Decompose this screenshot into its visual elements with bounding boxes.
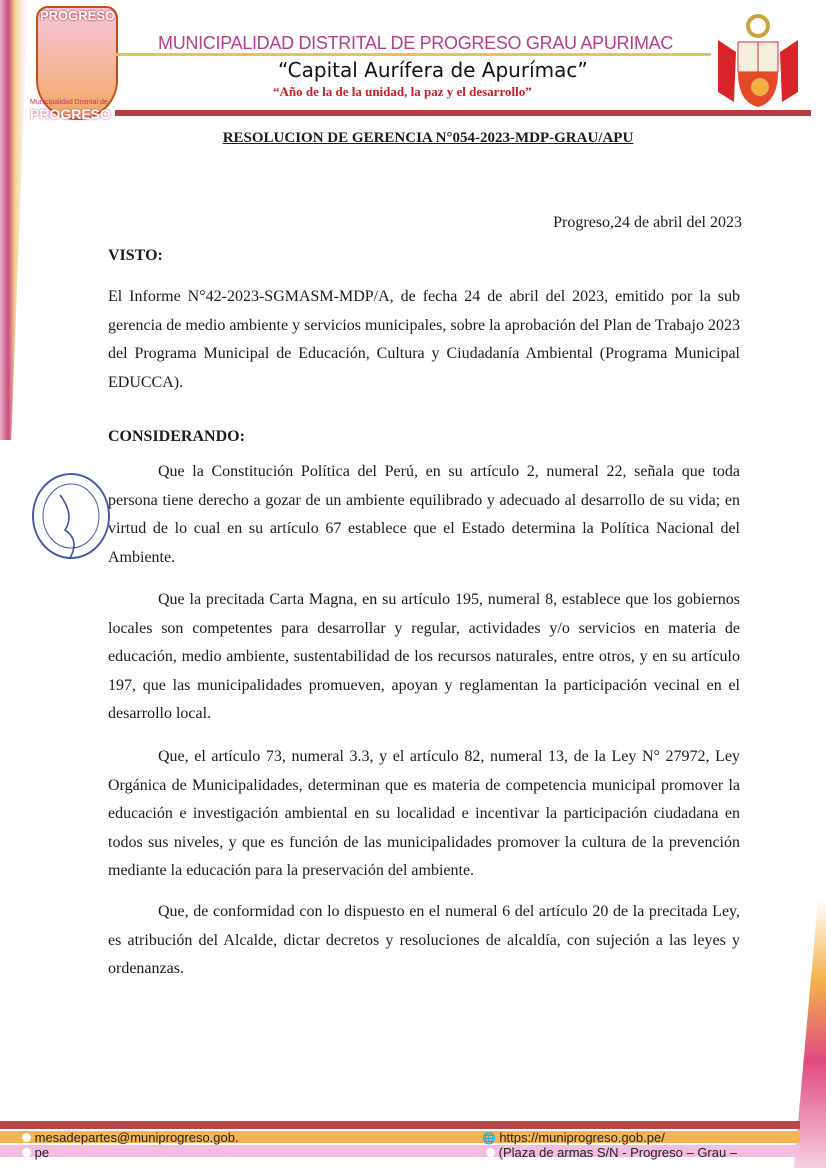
footer-email-cont[interactable]: pe (34, 1145, 50, 1160)
considerando-paragraph: Que la precitada Carta Magna, en su artículo 195, numeral 8, establece que los gobiernos locales son competentes para desarrollar y regular, actividades y/o servicios en materia de educación, medio ambiente, sustentabilidad de los recursos naturales, entre otros, y en su artículo 197, que las municipalidades promueven, apoyan y reglamentan la participación vecinal en el desarrollo local. (108, 591, 740, 723)
official-seal-stamp (30, 470, 112, 562)
email-icon (22, 1133, 31, 1142)
footer-address: (Plaza de armas S/N - Progreso – Grau – (498, 1145, 738, 1160)
logo-top-text: PROGRESO (40, 8, 116, 23)
visto-heading: VISTO: (108, 247, 163, 264)
logo-bottom-text: PROGRESO (30, 106, 111, 122)
year-name: “Año de la de la unidad, la paz y el desarrollo” (273, 84, 532, 99)
footer-band (0, 1121, 800, 1129)
location-icon (486, 1148, 495, 1157)
document-date: Progreso,24 de abril del 2023 (553, 214, 742, 231)
globe-icon: 🌐 (482, 1133, 496, 1145)
footer-website[interactable]: https://muniprogreso.gob.pe/ (499, 1130, 665, 1145)
considerando-heading: CONSIDERANDO: (108, 428, 245, 445)
considerando-paragraph: Que, de conformidad con lo dispuesto en el numeral 6 del artículo 20 de la precitada Ley, es atribución del Alcalde, dictar decretos y resoluciones de alcaldía, con sujeción a las leyes y ordenanzas. (108, 903, 740, 978)
footer-email[interactable]: mesadepartes@muniprogreso.gob. (34, 1130, 239, 1145)
logo-sub-text: Municipalidad Distrital de (30, 99, 108, 106)
header-motto: “Capital Aurífera de Apurímac” (278, 58, 588, 82)
considerando-paragraph: Que, el artículo 73, numeral 3.3, y el artículo 82, numeral 13, de la Ley N° 27972, Ley Orgánica de Municipalidades, determinan que es materia de competencia municipal promover la educación e investigación ambiental en su localidad e incentivar la participación ciudadana en todos sus niveles, y que es función de las municipalidades promover la cultura de la prevención mediante la educación para la preservación del ambiente. (108, 748, 740, 880)
considerando-paragraph: Que la Constitución Política del Perú, en su artículo 2, numeral 22, señala que toda persona tiene derecho a gozar de un ambiente equilibrado y adecuado al desarrollo de su vida; en virtud de lo cual en su artículo 67 establece que el Estado determina la Política Nacional del Ambiente. (108, 463, 740, 566)
header-title: MUNICIPALIDAD DISTRITAL DE PROGRESO GRAU APURIMAC (158, 33, 674, 53)
peru-coat-of-arms-icon (714, 12, 802, 114)
divider (115, 110, 811, 116)
visto-paragraph: El Informe N°42-2023-SGMASM-MDP/A, de fecha 24 de abril del 2023, emitido por la sub gerencia de medio ambiente y servicios municipales, sobre la aprobación del Plan de Trabajo 2023 del Programa Municipal de Educación, Cultura y Ciudadanía Ambiental (Programa Municipal EDUCCA). (108, 288, 740, 391)
decorative-stripes-left (0, 0, 28, 440)
bullet-icon (22, 1148, 31, 1157)
resolution-title: RESOLUCION DE GERENCIA N°054-2023-MDP-GRAU/APU (222, 130, 634, 146)
